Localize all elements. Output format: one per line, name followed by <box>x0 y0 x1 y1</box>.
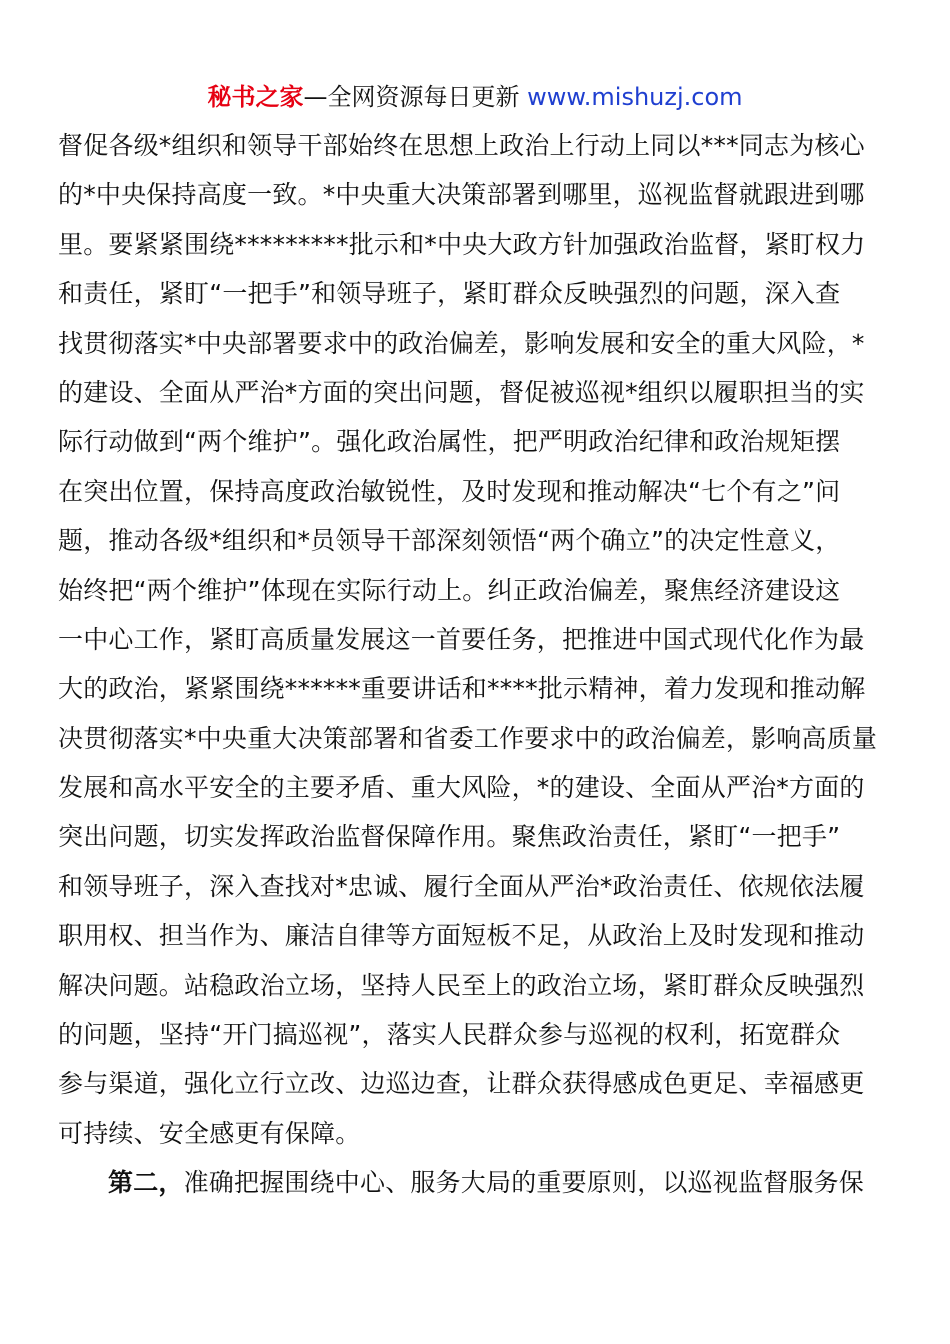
header-tagline: —全网资源每日更新 <box>303 83 528 111</box>
text-line: 里。要紧紧围绕*********批示和*中央大政方针加强政治监督，紧盯权力 <box>58 229 866 259</box>
text-line: 的问题，坚持“开门搞巡视”，落实人民群众参与巡视的权利，拓宽群众 <box>58 1020 841 1050</box>
paragraph-text: 准确把握围绕中心、服务大局的重要原则，以巡视监督服务保 <box>183 1168 865 1198</box>
site-header <box>0 80 950 114</box>
text-line: 发展和高水平安全的主要矛盾、重大风险，*的建设、全面从严治*方面的 <box>58 773 865 803</box>
text-line: 找贯彻落实*中央部署要求中的政治偏差，影响发展和安全的重大风险，* <box>58 328 865 358</box>
text-line: 和领导班子，深入查找对*忠诚、履行全面从严治*政治责任、依规依法履 <box>58 871 865 901</box>
text-line: 突出问题，切实发挥政治监督保障作用。聚焦政治责任，紧盯“一把手” <box>58 822 841 852</box>
brand-name: 秘书之家 <box>207 83 304 111</box>
text-line: 可持续、安全感更有保障。 <box>58 1118 361 1148</box>
text-line: 在突出位置，保持高度政治敏锐性，及时发现和推动解决“七个有之”问 <box>58 476 841 506</box>
site-url[interactable]: www.mishuzj.com <box>527 83 743 111</box>
text-line: 题，推动各级*组织和*员领导干部深刻领悟“两个确立”的决定性意义， <box>58 526 841 556</box>
text-line: 职用权、担当作为、廉洁自律等方面短板不足，从政治上及时发现和推动 <box>58 921 865 951</box>
text-line: 参与渠道，强化立行立改、边巡边查，让群众获得感成色更足、幸福感更 <box>58 1069 865 1099</box>
text-line: 的建设、全面从严治*方面的突出问题，督促被巡视*组织以履职担当的实 <box>58 377 865 407</box>
text-line: 的*中央保持高度一致。*中央重大决策部署到哪里，巡视监督就跟进到哪 <box>58 180 865 210</box>
text-line: 和责任，紧盯“一把手”和领导班子，紧盯群众反映强烈的问题，深入查 <box>58 279 841 309</box>
text-line: 解决问题。站稳政治立场，坚持人民至上的政治立场，紧盯群众反映强烈 <box>58 970 865 1000</box>
text-line: 始终把“两个维护”体现在实际行动上。纠正政治偏差，聚焦经济建设这 <box>58 575 841 605</box>
text-line: 际行动做到“两个维护”。强化政治属性，把严明政治纪律和政治规矩摆 <box>58 427 841 457</box>
document-body <box>58 121 898 1208</box>
paragraph-lead: 第二， <box>108 1168 184 1198</box>
text-line: 督促各级*组织和领导干部始终在思想上政治上行动上同以***同志为核心 <box>58 131 865 160</box>
paragraph-start <box>58 1158 898 1207</box>
text-line: 决贯彻落实*中央重大决策部署和省委工作要求中的政治偏差，影响高质量 <box>58 723 878 753</box>
text-line: 大的政治，紧紧围绕******重要讲话和****批示精神，着力发现和推动解 <box>58 674 866 704</box>
text-line: 一中心工作，紧盯高质量发展这一首要任务，把推进中国式现代化作为最 <box>58 624 865 654</box>
